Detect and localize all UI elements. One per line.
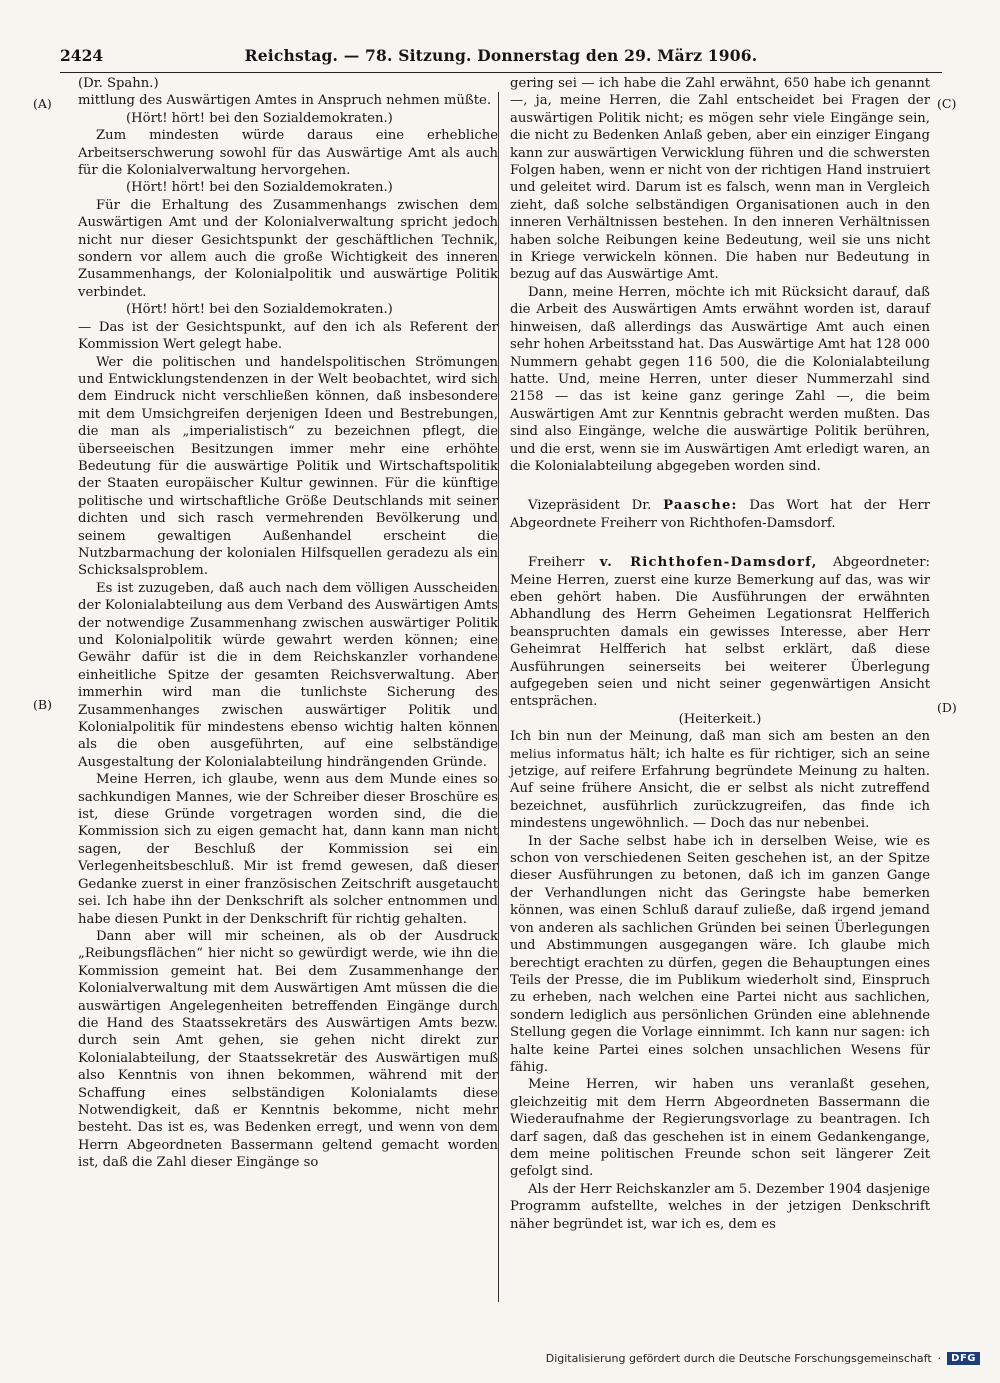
left-column — [78, 75, 498, 1172]
vice-president-statement — [510, 497, 930, 532]
paragraph: Es ist zuzugeben, daß auch nach dem völligen Ausscheiden der Kolonialabteilung aus dem Verband des Auswärtigen Amts der notwendige Zusammenhang zwischen auswärtiger Politik und Kolonialpolitik würde gewahrt werden können; eine Gewähr dafür ist die in dem Reichskanzler vorhandene einheitliche Spitze der gesamten Reichsverwaltung. Aber immerhin wird man die tunlichste Sicherung des Zusammenhanges zwischen auswärtiger Politik und Kolonialpolitik für mindestens ebenso wichtig halten können als die oben ausgeführten, auf eine selbständige Ausgestaltung der Kolonialabteilung hindrängenden Gründe. — [78, 580, 498, 770]
speaker-text: Abgeordneter: Meine Herren, zuerst eine kurze Bemerkung auf das, was wir eben gehört haben. Die Ausführungen der erwähnten Abhandlung des Herrn Geheimen Legationsrat Helfferich beanspruchten damals ein gewisses Interesse, aber Herr Geheimrat Helfferich hat selbst erklärt, daß diese Ausführungen seinerseits bei weiterer Überlegung aufgegeben seien und nicht seiner gegenwärtigen Ansicht entsprächen. — [510, 555, 930, 710]
interjection: (Hört! hört! bei den Sozialdemokraten.) — [126, 110, 393, 126]
interjection: (Hört! hört! bei den Sozialdemokraten.) — [126, 180, 393, 196]
text: hält; ich halte es für richtiger, sich an seine jetzige, auf reifere Erfahrung begründete Meinung zu halten. Auf seine frühere Ansicht, die er selbst als nicht zutreffend bezeichnet, ausführlich zurückzugreifen, das finde ich mindestens ungewöhnlich. — Doch das nur nebenbei. — [510, 746, 930, 832]
margin-marker-d: (D) — [937, 700, 957, 715]
section-gap — [510, 532, 930, 546]
paragraph: Dann aber will mir scheinen, als ob der Ausdruck „Reibungsflächen“ hier nicht so gewürdigt werde, wie ihn die Kommission gemeint hat. Bei dem Zusammenhange der Kolonialverwaltung mit dem Auswärtigen Amt müssen die die auswärtigen Angelegenheiten betreffenden Eingänge durch die Hand des Staatssekretärs des Auswärtigen Amts bezw. durch sein Amt gehen, sie gehen nicht direkt zur Kolonialabteilung, der Staatssekretär des Auswärtigen muß also Kenntnis von ihnen bekommen, während mit der Schaffung eines selbständigen Kolonialamts diese Notwendigkeit, daß er Kenntnis bekomme, nicht mehr besteht. Das ist es, was Bedenken erregt, und wenn von dem Herrn Abgeordneten Bassermann geltend gemacht worden ist, daß die Zahl dieser Eingänge so — [78, 928, 498, 1171]
page-number: 2424 — [60, 46, 104, 65]
footer-separator: · — [937, 1352, 942, 1365]
paragraph: mittlung des Auswärtigen Amtes in Anspruch nehmen müßte. — [78, 93, 492, 109]
footer-text: Digitalisierung gefördert durch die Deutsche Forschungsgemeinschaft — [545, 1352, 932, 1365]
paragraph: Dann, meine Herren, möchte ich mit Rücksicht darauf, daß die Arbeit des Auswärtigen Amts erwähnt worden ist, darauf hinweisen, daß allerdings das Auswärtige Amt auch einen sehr hohen Arbeitsstand hat. Das Auswärtige Amt hat 128 000 Nummern gehabt gegen 116 500, die die Kolonialabteilung hatte. Und, meine Herren, unter dieser Nummerzahl sind 2158 — das ist keine ganz geringe Zahl —, die beim Auswärtigen Amt zur Kenntnis gebracht werden mußten. Das sind also Eingänge, welche die auswärtige Politik berühren, und die erst, wenn sie im Auswärtigen Amt erledigt waren, an die Kolonialabteilung abgegeben worden sind. — [510, 284, 930, 474]
paragraph: Wer die politischen und handelspolitischen Strömungen und Entwicklungstendenzen in der Welt beobachtet, wird sich dem Eindruck nicht verschließen können, daß insbesondere mit dem Umsichgreifen derjenigen Ideen und Bestrebungen, die man als „imperialistisch“ zu bezeichnen pflegt, die überseeischen Besitzungen immer mehr eine erhöhte Bedeutung für die auswärtige Politik und Wirtschaftspolitik der Staaten europäischer Kultur gewinnen. Für die künftige politische und wirtschaftliche Größe Deutschlands mit seiner dichten und sich rasch vermehrenden Bevölkerung und seinem gewaltigen Außenhandel erscheint die Nutzbarmachung der kolonialen Hilfsquellen geradezu als ein Schicksalsproblem. — [78, 354, 498, 579]
margin-marker-b: (B) — [33, 697, 52, 712]
paragraph: Meine Herren, wir haben uns veranlaßt gesehen, gleichzeitig mit dem Herrn Abgeordneten Bassermann die Wiederaufnahme der Regierungsvorlage zu beantragen. Ich darf sagen, daß das geschehen ist in einem Gedankengange, dem meine politischen Freunde schon seit längerer Zeit gefolgt sind. — [510, 1077, 930, 1180]
speaker-prefix: Freiherr — [528, 555, 600, 571]
section-gap — [510, 475, 930, 489]
paragraph: Für die Erhaltung des Zusammenhangs zwischen dem Auswärtigen Amt und der Kolonialverwaltung spricht jedoch nicht nur dieser Gesichtspunkt der geschäftlichen Technik, sondern vor allem auch die große Wichtigkeit des inneren Zusammenhangs, der Kolonialpolitik und auswärtige Politik verbindet. — [78, 197, 498, 300]
dfg-logo: DFG — [947, 1352, 980, 1365]
vp-name: Paasche: — [663, 498, 738, 514]
latin-phrase: melius informatus — [510, 746, 625, 761]
speaker-name: v. Richthofen-Damsdorf, — [599, 555, 818, 571]
paragraph: Meine Herren, ich glaube, wenn aus dem Munde eines so sachkundigen Mannes, wie der Schreiber dieser Broschüre es ist, diese Gründe vorgetragen worden sind, die die Kommission sich zu eigen gemacht hat, dann kann man nicht sagen, der Beschluß der Kommission sei ein Verlegenheitsbeschluß. Mir ist fremd gewesen, daß dieser Gedanke zuerst in einer französischen Zeitschrift ausgetaucht sei. Ich habe ihn der Denkschrift als solcher entnommen und habe diesen Punkt in der Denkschrift für richtig gehalten. — [78, 772, 498, 927]
page-header — [60, 46, 942, 70]
margin-marker-c: (C) — [937, 96, 957, 111]
margin-marker-a: (A) — [33, 96, 52, 111]
paragraph: Als der Herr Reichskanzler am 5. Dezember 1904 dasjenige Programm aufstellte, welches in der jetzigen Denkschrift näher begründet ist, war ich es, dem es — [510, 1181, 930, 1232]
header-rule — [60, 72, 942, 73]
footer — [546, 1352, 980, 1365]
vp-prefix: Vizepräsident Dr. — [528, 498, 664, 514]
speaker-tag: (Dr. Spahn.) — [78, 76, 159, 91]
paragraph: In der Sache selbst habe ich in derselben Weise, wie es schon von verschiedenen Seiten geschehen ist, an der Spitze dieser Ausführungen zu betonen, daß ich im ganzen Gange der Verhandlungen nicht das Geringste habe bemerken können, was einen Schluß darauf zuließe, daß irgend jemand von anderen als sachlichen Gründen bei seinen Überlegungen und Abstimmungen ausgegangen wäre. Ich glaube mich berechtigt erachten zu dürfen, gegen die Behauptungen eines Teils der Presse, die im Publikum wiederholt sind, Einspruch zu erheben, nach welchen eine Partei nicht aus sachlichen, sondern lediglich aus persönlichen Gründen eine ablehnende Stellung gegen die Vorlage einnimmt. Ich kann nur sagen: ich halte keine Partei eines solchen unsachlichen Wesens für fähig. — [510, 833, 930, 1075]
running-head: Reichstag. — 78. Sitzung. Donnerstag den 29. März 1906. — [244, 46, 758, 65]
right-column — [510, 75, 930, 1233]
vp-text: Das Wort hat der Herr Abgeordnete Freiherr von Richthofen-Damsdorf. — [510, 498, 930, 531]
interjection: (Hört! hört! bei den Sozialdemokraten.) — [126, 302, 393, 318]
paragraph: Zum mindesten würde daraus eine erhebliche Arbeitserschwerung sowohl für das Auswärtige Amt als auch für die Kolonialverwaltung hervorgehen. — [78, 128, 498, 179]
paragraph: gering sei — ich habe die Zahl erwähnt, 650 habe ich genannt —, ja, meine Herren, die Zahl entscheidet bei Fragen der auswärtigen Politik nicht; es mögen sehr viele Eingänge sein, die nicht zu Bedenken Anlaß geben, aber ein einziger Eingang kann zur auswärtigen Verwicklung führen und die schwersten Folgen haben, wenn er nicht von der richtigen Hand instruiert und geleitet wird. Darum ist es falsch, wenn man in Vergleich zieht, daß solche selbständigen Organisationen auch in den inneren Verhältnissen bestehen. In den inneren Verhältnissen haben solche Reibungen keine Bedeutung, weil sie uns nicht in Kriege verwickeln können. Die haben nur Bedeutung in bezug auf das Auswärtige Amt. — [510, 76, 930, 283]
paragraph: — Das ist der Gesichtspunkt, auf den ich als Referent der Kommission Wert gelegt habe. — [78, 319, 498, 353]
text: Ich bin nun der Meinung, daß man sich am besten an den — [510, 729, 930, 745]
paragraph — [510, 728, 930, 832]
speaker-statement — [510, 554, 930, 711]
interjection: (Heiterkeit.) — [678, 711, 762, 727]
column-divider — [498, 92, 499, 1302]
